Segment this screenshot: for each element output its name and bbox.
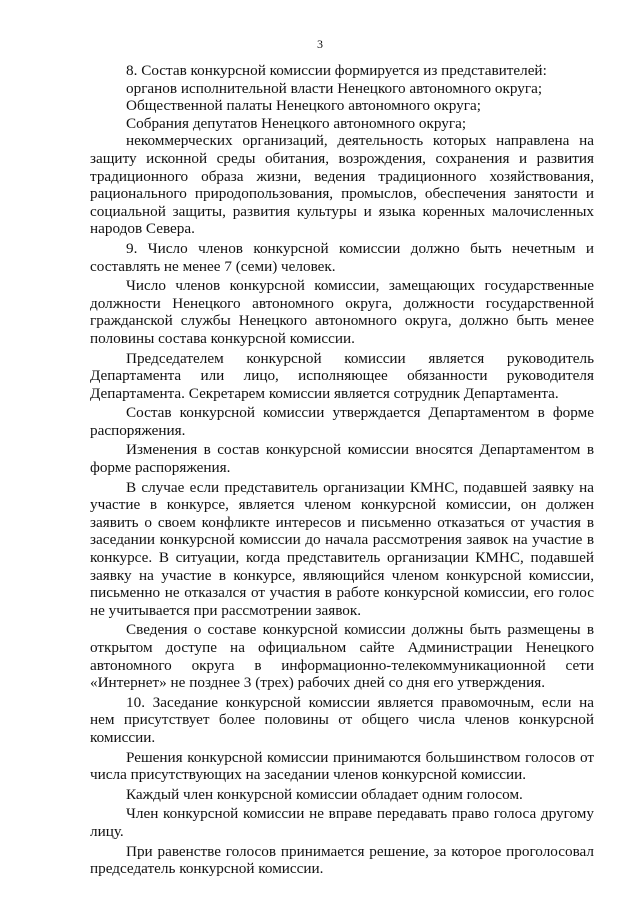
paragraph-composition-approval: Состав конкурсной комиссии утверждается Департаментом в форме распоряжения. xyxy=(90,404,594,439)
paragraph-majority-vote: Решения конкурсной комиссии принимаются большинством голосов от числа присутствующих на заседании членов конкурсной комиссии. xyxy=(90,748,594,784)
paragraph-composition-changes: Изменения в состав конкурсной комиссии вносятся Департаментом в форме распоряжения. xyxy=(90,441,594,477)
paragraph-no-vote-transfer: Член конкурсной комиссии не вправе передавать право голоса другому лицу. xyxy=(90,805,594,840)
document-body xyxy=(90,62,594,878)
paragraph-chair-secretary: Председателем конкурсной комиссии является руководитель Департамента или лицо, исполняющее обязанности руководителя Департамента. Секретарем комиссии является сотрудник Департамента. xyxy=(90,349,594,402)
paragraph-assembly-deputies: Собрания депутатов Ненецкого автономного округа; xyxy=(126,114,467,132)
paragraph-publication-requirement: Сведения о составе конкурсной комиссии должны быть размещены в открытом доступе на официальном сайте Администрации Ненецкого автономного округа в информационно-телекоммуникационной сети «Интернет» не позднее 3 (трех) рабочих дней со дня его утверждения. xyxy=(90,621,594,692)
paragraph-one-vote: Каждый член конкурсной комиссии обладает одним голосом. xyxy=(126,785,523,803)
paragraph-public-chamber: Общественной палаты Ненецкого автономного округа; xyxy=(126,97,481,115)
paragraph-tie-break: При равенстве голосов принимается решение, за которое проголосовал председатель конкурсной комиссии. xyxy=(90,842,594,878)
page-number: 3 xyxy=(317,37,323,51)
paragraph-conflict-of-interest: В случае если представитель организации КМНС, подавшей заявку на участие в конкурсе, является членом конкурсной комиссии, он должен заявить о своем конфликте интересов и письменно отказаться от участия в заседании конкурсной комиссии до начала рассмотрения заявок на участие в конкурсе. В ситуации, когда представитель организации КМНС, подавшей заявку на участие в конкурсе, являющийся членом конкурсной комиссии, письменно не отказался от участия в работе конкурсной комиссии, его голос не учитывается при рассмотрении заявок. xyxy=(90,478,594,619)
paragraph-member-count: 9. Число членов конкурсной комиссии должно быть нечетным и составлять не менее 7 (семи) человек. xyxy=(90,239,594,275)
paragraph-nonprofit-organizations: некоммерческих организаций, деятельность которых направлена на защиту исконной среды обитания, возрождения, сохранения и развития традиционного образа жизни, ведения традиционного хозяйствования, рационального природопользования, промыслов, обеспечения занятости и социальной защиты, развития культуры и языка коренных малочисленных народов Севера. xyxy=(90,132,594,238)
paragraph-executive-bodies: органов исполнительной власти Ненецкого автономного округа; xyxy=(126,79,543,97)
paragraph-state-positions-limit: Число членов конкурсной комиссии, замещающих государственные должности Ненецкого автономного округа, должности государственной гражданской службы Ненецкого автономного округа, должно быть менее половины состава конкурсной комиссии. xyxy=(90,277,594,347)
paragraph-quorum: 10. Заседание конкурсной комиссии является правомочным, если на нем присутствует более половины от общего числа членов конкурсной комиссии. xyxy=(90,693,594,746)
paragraph-commission-composition: 8. Состав конкурсной комиссии формируется из представителей: xyxy=(126,62,547,79)
